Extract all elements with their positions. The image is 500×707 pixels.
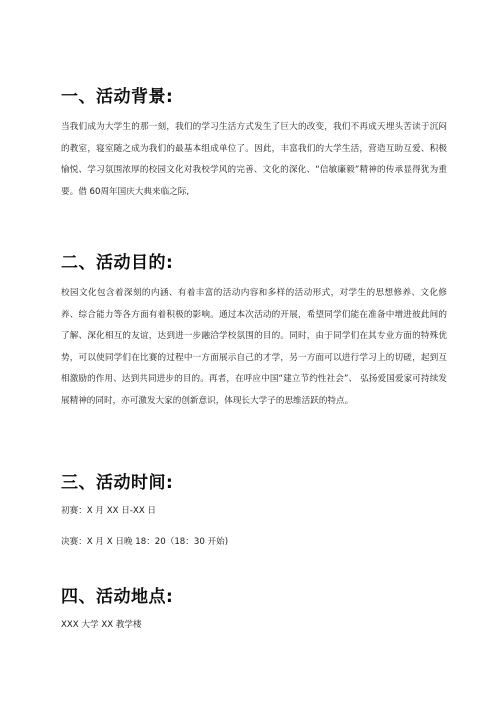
section-heading-location: 四、活动地点: <box>61 587 174 607</box>
section-body-background: 当我们成为大学生的那一刻，我们的学习生活方式发生了巨大的改变，我们不再成天埋头苦读于沉闷的教室，寝室随之成为我们的最基本组成单位了。因此，丰富我们的大学生活，营造互助互爱、积极愉悦、学习氛围浓厚的校园文化对我校学风的完善、文化的深化、“信敏廉毅”精神的传承显得犹为重要。借 60周年国庆大典来临之际, <box>61 122 447 197</box>
time-preliminary-line: 初赛：X 月 XX 日-XX 日 <box>61 506 157 516</box>
location-line: XXX 大学 XX 教学楼 <box>61 620 142 630</box>
section-heading-purpose: 二、活动目的: <box>61 253 174 273</box>
section-body-purpose: 校园文化包含着深刻的内涵、有着丰富的活动内容和多样的活动形式，对学生的思想修养、文化修养、综合能力等各方面有着积极的影响。通过本次活动的开展，希望同学们能在准备中增进彼此间的了解、深化相互的友谊，达到进一步融洽学校氛围的目的。同时，由于同学们在其专业方面的特殊优势，可以使同学们在比赛的过程中一方面展示自己的才学，另一方面可以进行学习上的切磋，起到互相激励的作用、达到共同进步的目的。再者，在呼应中国“建立节约性社会”、 弘扬爱国爱家可持续发展精神的同时，亦可激发大家的创新意识，体现长大学子的思维活跃的特点。 <box>61 288 447 406</box>
time-final-line: 决赛：X 月 X 日晚 18：20（18：30 开始) <box>61 537 229 547</box>
section-heading-background: 一、活动背景: <box>61 87 174 107</box>
section-heading-time: 三、活动时间: <box>61 473 174 493</box>
